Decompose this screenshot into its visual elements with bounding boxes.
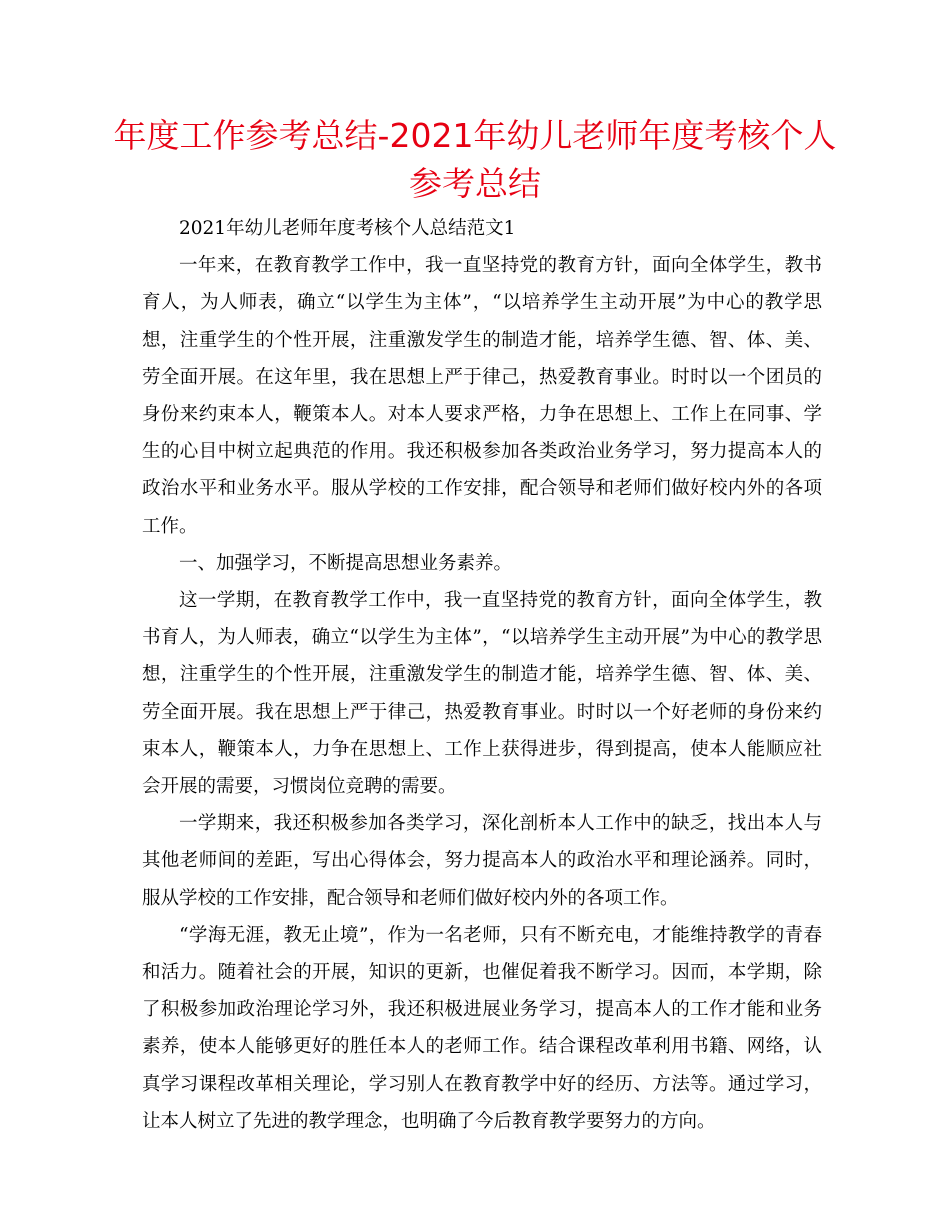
document-title: 年度工作参考总结-2021年幼儿老师年度考核个人参考总结 [113, 116, 837, 203]
subtitle-paragraph: 2021年幼儿老师年度考核个人总结范文1 [179, 218, 516, 239]
document-body [142, 210, 822, 1140]
body-paragraph: “学海无涯，教无止境”，作为一名老师，只有不断充电，才能维持教学的青春和活力。随着社会的开展，知识的更新，也催促着我不断学习。因而，本学期，除了积极参加政治理论学习外，我还积极进展业务学习，提高本人的工作才能和业务素养，使本人能够更好的胜任本人的老师工作。结合课程改革利用书籍、网络，认真学习课程改革相关理论，学习别人在教育教学中好的经历、方法等。通过学习，让本人树立了先进的教学理念，也明确了今后教育教学要努力的方向。 [142, 924, 822, 1132]
body-paragraph: 这一学期，在教育教学工作中，我一直坚持党的教育方针，面向全体学生，教书育人，为人师表，确立“以学生为主体”，“以培养学生主动开展”为中心的教学思想，注重学生的个性开展，注重激发学生的制造才能，培养学生德、智、体、美、劳全面开展。我在思想上严于律己，热爱教育事业。时时以一个好老师的身份来约束本人，鞭策本人，力争在思想上、工作上获得进步，得到提高，使本人能顺应社会开展的需要，习惯岗位竞聘的需要。 [142, 590, 822, 798]
body-paragraph: 一年来，在教育教学工作中，我一直坚持党的教育方针，面向全体学生，教书育人，为人师表，确立“以学生为主体”，“以培养学生主动开展”为中心的教学思想，注重学生的个性开展，注重激发学生的制造才能，培养学生德、智、体、美、劳全面开展。在这年里，我在思想上严于律己，热爱教育事业。时时以一个团员的身份来约束本人，鞭策本人。对本人要求严格，力争在思想上、工作上在同事、学生的心目中树立起典范的作用。我还积极参加各类政治业务学习，努力提高本人的政治水平和业务水平。服从学校的工作安排，配合领导和老师们做好校内外的各项工作。 [142, 255, 822, 537]
body-paragraph: 一学期来，我还积极参加各类学习，深化剖析本人工作中的缺乏，找出本人与其他老师间的差距，写出心得体会，努力提高本人的政治水平和理论涵养。同时，服从学校的工作安排，配合领导和老师们做好校内外的各项工作。 [142, 813, 822, 909]
section-heading: 一、加强学习，不断提高思想业务素养。 [179, 552, 513, 574]
